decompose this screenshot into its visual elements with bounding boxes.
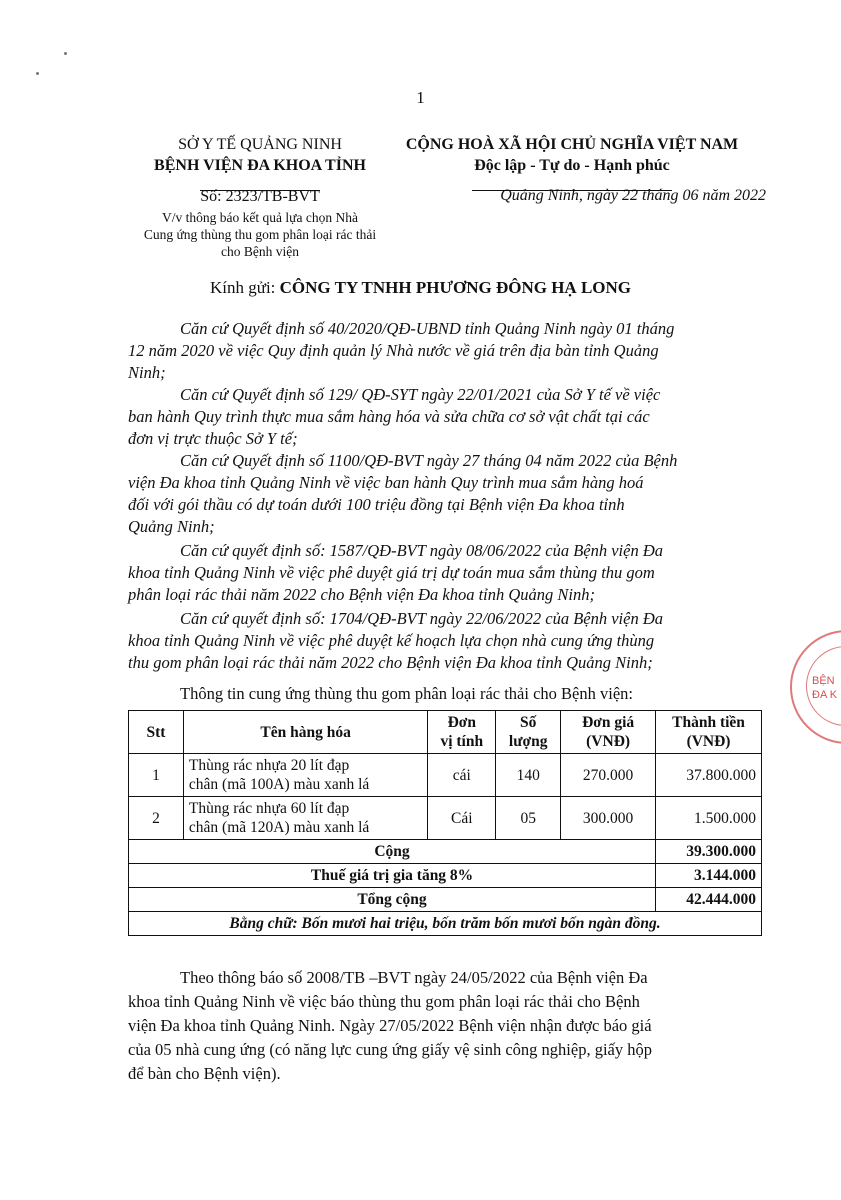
subject-line: Cung ứng thùng thu gom phân loại rác thải <box>143 227 377 242</box>
subject-line: cho Bệnh viện <box>221 244 299 259</box>
basis-line: 12 năm 2020 về việc Quy định quản lý Nhà nước về giá trên địa bàn tỉnh Quảng <box>128 341 659 360</box>
basis-line: đối với gói thầu có dự toán dưới 100 triệu đồng tại Bệnh viện Đa khoa tỉnh <box>128 495 625 514</box>
cell-amount: 37.800.000 <box>656 754 762 797</box>
recipient-prefix: Kính gửi: <box>209 278 280 297</box>
cell-stt: 2 <box>129 797 184 840</box>
basis-paragraph <box>128 540 764 606</box>
table-row <box>129 754 762 797</box>
closing-line: của 05 nhà cung ứng (có năng lực cung ứng giấy vệ sinh công nghiệp, giấy hộp <box>128 1040 652 1059</box>
subtotal-label: Cộng <box>129 840 656 864</box>
cell-unit: cái <box>428 754 496 797</box>
basis-line: thu gom phân loại rác thải năm 2022 cho Bệnh viện Đa khoa tỉnh Quảng Ninh; <box>128 653 653 672</box>
vat-row <box>129 864 762 888</box>
items-table <box>128 710 762 936</box>
amount-in-words-row <box>129 912 762 936</box>
basis-line: ban hành Quy trình thực mua sắm hàng hóa và sửa chữa cơ sở vật chất tại các <box>128 407 650 426</box>
cell-unit: Cái <box>428 797 496 840</box>
basis-line: phân loại rác thải năm 2022 cho Bệnh viện Đa khoa tỉnh Quảng Ninh; <box>128 585 595 604</box>
amount-in-words: Bằng chữ: Bốn mươi hai triệu, bốn trăm bốn mươi bốn ngàn đồng. <box>129 912 762 936</box>
closing-paragraph <box>128 966 764 1086</box>
basis-line: Quảng Ninh; <box>128 517 215 536</box>
basis-line: Căn cứ quyết định số: 1704/QĐ-BVT ngày 22/06/2022 của Bệnh viện Đa <box>180 609 663 628</box>
header-amount: Thành tiền (VNĐ) <box>656 711 762 754</box>
basis-line: khoa tỉnh Quảng Ninh về việc phê duyệt giá trị dự toán mua sắm thùng thu gom <box>128 563 655 582</box>
header-stt: Stt <box>129 711 184 754</box>
scan-speck <box>36 72 39 75</box>
hospital-name: BỆNH VIỆN ĐA KHOA TỈNH <box>154 157 366 174</box>
cell-amount: 1.500.000 <box>656 797 762 840</box>
cell-unit-price: 270.000 <box>561 754 656 797</box>
basis-line: viện Đa khoa tỉnh Quảng Ninh về việc ban hành Quy trình mua sắm hàng hoá <box>128 473 644 492</box>
basis-line: Căn cứ Quyết định số 40/2020/QĐ-UBND tỉnh Quảng Ninh ngày 01 tháng <box>180 319 675 338</box>
document-subject <box>118 209 402 260</box>
header-quantity: Số lượng <box>496 711 561 754</box>
subtotal-row <box>129 840 762 864</box>
cell-quantity: 140 <box>496 754 561 797</box>
basis-line: Căn cứ quyết định số: 1587/QĐ-BVT ngày 08/06/2022 của Bệnh viện Đa <box>180 541 663 560</box>
recipient-line <box>0 278 841 298</box>
subtotal-value: 39.300.000 <box>656 840 762 864</box>
country-name: CỘNG HOÀ XÃ HỘI CHỦ NGHĨA VIỆT NAM <box>405 136 739 153</box>
basis-line: Căn cứ Quyết định số 1100/QĐ-BVT ngày 27 tháng 04 năm 2022 của Bệnh <box>180 451 678 470</box>
basis-paragraph <box>128 450 764 538</box>
vat-label: Thuế giá trị gia tăng 8% <box>129 864 656 888</box>
grand-total-row <box>129 888 762 912</box>
national-motto: Độc lập - Tự do - Hạnh phúc <box>474 157 670 174</box>
closing-line: để bàn cho Bệnh viện). <box>128 1064 281 1083</box>
closing-line: khoa tỉnh Quảng Ninh về việc báo thùng thu gom phân loại rác thải cho Bệnh <box>128 992 640 1011</box>
stamp-text: BỆN ĐA K <box>812 675 838 701</box>
cell-unit-price: 300.000 <box>561 797 656 840</box>
page-number: 1 <box>416 88 425 107</box>
table-row <box>129 797 762 840</box>
header-unit-price: Đơn giá (VNĐ) <box>561 711 656 754</box>
closing-line: viện Đa khoa tỉnh Quảng Ninh. Ngày 27/05/2022 Bệnh viện nhận được báo giá <box>128 1016 652 1035</box>
cell-quantity: 05 <box>496 797 561 840</box>
closing-line: Theo thông báo số 2008/TB –BVT ngày 24/05/2022 của Bệnh viện Đa <box>180 968 648 987</box>
recipient-name: CÔNG TY TNHH PHƯƠNG ĐÔNG HẠ LONG <box>279 278 632 297</box>
subject-line: V/v thông báo kết quả lựa chọn Nhà <box>162 210 358 225</box>
place-date: Quảng Ninh, ngày 22 tháng 06 năm 2022 <box>500 187 766 204</box>
grand-total-value: 42.444.000 <box>656 888 762 912</box>
red-seal-stamp <box>790 630 841 744</box>
table-intro: Thông tin cung ứng thùng thu gom phân loại rác thải cho Bệnh viện: <box>180 684 633 703</box>
basis-line: đơn vị trực thuộc Sở Y tế; <box>128 429 298 448</box>
basis-line: Căn cứ Quyết định số 129/ QĐ-SYT ngày 22/01/2021 của Sở Y tế về việc <box>180 385 661 404</box>
cell-item-name: Thùng rác nhựa 60 lít đạp chân (mã 120A) màu xanh lá <box>183 797 427 840</box>
basis-paragraph <box>128 318 764 384</box>
header-unit: Đơn vị tính <box>428 711 496 754</box>
parent-agency: SỞ Y TẾ QUẢNG NINH <box>178 136 342 153</box>
cell-item-name: Thùng rác nhựa 20 lít đạp chân (mã 100A) màu xanh lá <box>183 754 427 797</box>
vat-value: 3.144.000 <box>656 864 762 888</box>
cell-stt: 1 <box>129 754 184 797</box>
table-header-row <box>129 711 762 754</box>
basis-paragraph <box>128 384 764 450</box>
header-item-name: Tên hàng hóa <box>183 711 427 754</box>
document-number: Số: 2323/TB-BVT <box>200 188 320 205</box>
basis-line: khoa tỉnh Quảng Ninh về việc phê duyệt kế hoạch lựa chọn nhà cung ứng thùng <box>128 631 655 650</box>
basis-paragraph <box>128 608 764 674</box>
scan-speck <box>64 52 67 55</box>
grand-total-label: Tổng cộng <box>129 888 656 912</box>
basis-line: Ninh; <box>128 363 166 382</box>
